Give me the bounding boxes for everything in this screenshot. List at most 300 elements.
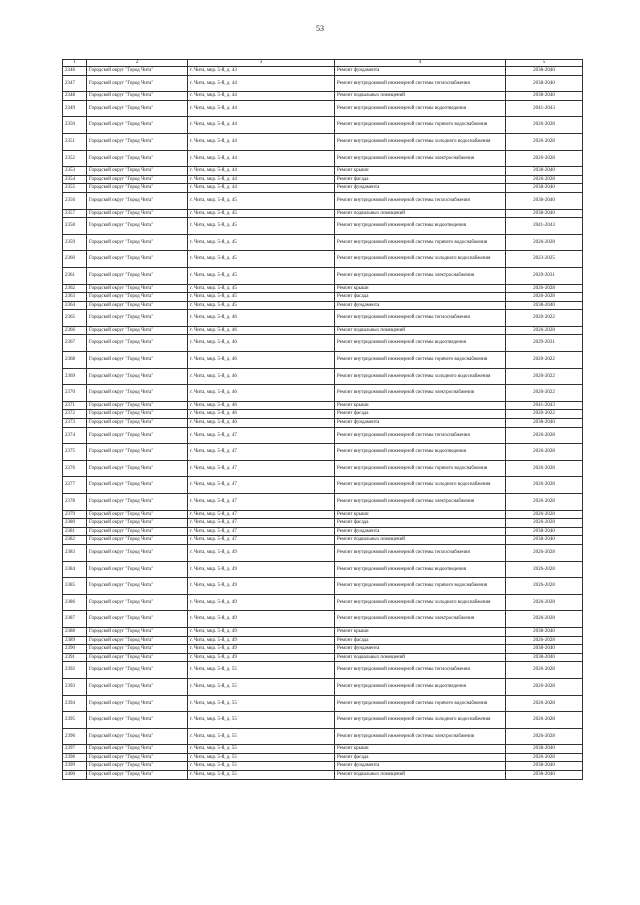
- column-header-3: 3: [188, 60, 335, 67]
- table-row: [63, 368, 583, 385]
- table-row: [63, 284, 583, 293]
- cell-period: 2026-2028: [506, 611, 583, 628]
- page-number: 53: [316, 24, 324, 33]
- cell-number: 2375: [63, 444, 87, 461]
- table-row: [63, 352, 583, 369]
- cell-district: Городской округ "Город Чита": [87, 460, 188, 477]
- cell-district: Городской округ "Город Чита": [87, 251, 188, 268]
- cell-district: Городской округ "Город Чита": [87, 662, 188, 679]
- cell-district: Городской округ "Город Чита": [87, 444, 188, 461]
- cell-period: 2020-2022: [506, 352, 583, 369]
- cell-work-type: Ремонт крыши: [335, 401, 506, 410]
- table-row: [63, 753, 583, 762]
- table-row: [63, 133, 583, 150]
- table-row: [63, 218, 583, 235]
- cell-period: 2038-2040: [506, 192, 583, 209]
- cell-number: 2362: [63, 284, 87, 293]
- cell-district: Городской округ "Город Чита": [87, 477, 188, 494]
- cell-period: 2038-2040: [506, 301, 583, 310]
- cell-number: 2399: [63, 762, 87, 771]
- cell-work-type: Ремонт фундамента: [335, 527, 506, 536]
- cell-work-type: Ремонт внутридомовой инженерной системы теплоснабжения: [335, 544, 506, 561]
- cell-district: Городской округ "Город Чита": [87, 594, 188, 611]
- cell-district: Городской округ "Город Чита": [87, 527, 188, 536]
- cell-district: Городской округ "Город Чита": [87, 75, 188, 92]
- cell-district: Городской округ "Город Чита": [87, 753, 188, 762]
- column-header-2: 2: [87, 60, 188, 67]
- cell-period: 2029-2031: [506, 267, 583, 284]
- cell-number: 2358: [63, 218, 87, 235]
- cell-address: г. Чита, мкр. 5-й, д. 46: [188, 310, 335, 327]
- table-row: [63, 636, 583, 645]
- table-row: [63, 653, 583, 662]
- cell-period: 2038-2040: [506, 75, 583, 92]
- cell-address: г. Чита, мкр. 5-й, д. 47: [188, 494, 335, 511]
- cell-number: 2354: [63, 175, 87, 184]
- cell-number: 2360: [63, 251, 87, 268]
- cell-district: Городской округ "Город Чита": [87, 385, 188, 402]
- cell-number: 2346: [63, 67, 87, 76]
- table-row: [63, 527, 583, 536]
- cell-period: 2026-2028: [506, 662, 583, 679]
- cell-address: г. Чита, мкр. 5-й, д. 47: [188, 510, 335, 519]
- cell-address: г. Чита, мкр. 5-й, д. 44: [188, 92, 335, 101]
- cell-work-type: Ремонт внутридомовой инженерной системы водоотведения: [335, 444, 506, 461]
- table-row: [63, 460, 583, 477]
- cell-address: г. Чита, мкр. 5-й, д. 49: [188, 627, 335, 636]
- cell-work-type: Ремонт внутридомовой инженерной системы холодного водоснабжения: [335, 368, 506, 385]
- cell-district: Городской округ "Город Чита": [87, 678, 188, 695]
- cell-address: г. Чита, мкр. 5-й, д. 44: [188, 117, 335, 134]
- cell-district: Городской округ "Город Чита": [87, 133, 188, 150]
- cell-work-type: Ремонт внутридомовой инженерной системы горячего водоснабжения: [335, 460, 506, 477]
- cell-address: г. Чита, мкр. 5-й, д. 55: [188, 678, 335, 695]
- cell-period: 2038-2040: [506, 771, 583, 780]
- cell-number: 2381: [63, 527, 87, 536]
- cell-number: 2367: [63, 335, 87, 352]
- cell-number: 2377: [63, 477, 87, 494]
- cell-period: 2026-2028: [506, 695, 583, 712]
- cell-number: 2348: [63, 92, 87, 101]
- table-row: [63, 536, 583, 545]
- cell-work-type: Ремонт крыши: [335, 745, 506, 754]
- cell-period: 2038-2040: [506, 653, 583, 662]
- cell-address: г. Чита, мкр. 5-й, д. 43: [188, 67, 335, 76]
- cell-address: г. Чита, мкр. 5-й, д. 45: [188, 251, 335, 268]
- cell-district: Городской округ "Город Чита": [87, 410, 188, 419]
- cell-district: Городской округ "Город Чита": [87, 561, 188, 578]
- table-row: [63, 234, 583, 251]
- cell-period: 2026-2028: [506, 175, 583, 184]
- cell-number: 2353: [63, 167, 87, 176]
- cell-number: 2350: [63, 117, 87, 134]
- cell-address: г. Чита, мкр. 5-й, д. 49: [188, 578, 335, 595]
- table-header-row: [63, 60, 583, 67]
- cell-number: 2368: [63, 352, 87, 369]
- cell-period: 2020-2022: [506, 385, 583, 402]
- table-row: [63, 335, 583, 352]
- cell-work-type: Ремонт подвальных помещений: [335, 92, 506, 101]
- cell-district: Городской округ "Город Чита": [87, 100, 188, 117]
- cell-period: 2038-2040: [506, 627, 583, 636]
- cell-address: г. Чита, мкр. 5-й, д. 55: [188, 771, 335, 780]
- cell-address: г. Чита, мкр. 5-й, д. 47: [188, 460, 335, 477]
- cell-work-type: Ремонт фундамента: [335, 67, 506, 76]
- cell-address: г. Чита, мкр. 5-й, д. 55: [188, 728, 335, 745]
- cell-period: 2038-2040: [506, 209, 583, 218]
- cell-work-type: Ремонт крыши: [335, 167, 506, 176]
- cell-address: г. Чита, мкр. 5-й, д. 55: [188, 753, 335, 762]
- table-row: [63, 578, 583, 595]
- cell-district: Городской округ "Город Чита": [87, 293, 188, 302]
- cell-work-type: Ремонт фасада: [335, 519, 506, 528]
- cell-number: 2396: [63, 728, 87, 745]
- cell-work-type: Ремонт внутридомовой инженерной системы электроснабжения: [335, 728, 506, 745]
- table-row: [63, 67, 583, 76]
- cell-work-type: Ремонт внутридомовой инженерной системы горячего водоснабжения: [335, 234, 506, 251]
- cell-number: 2380: [63, 519, 87, 528]
- cell-period: 2026-2028: [506, 427, 583, 444]
- table-row: [63, 326, 583, 335]
- cell-period: 2026-2028: [506, 477, 583, 494]
- cell-work-type: Ремонт внутридомовой инженерной системы теплоснабжения: [335, 310, 506, 327]
- cell-address: г. Чита, мкр. 5-й, д. 49: [188, 611, 335, 628]
- cell-work-type: Ремонт внутридомовой инженерной системы горячего водоснабжения: [335, 578, 506, 595]
- table-row: [63, 561, 583, 578]
- cell-number: 2376: [63, 460, 87, 477]
- cell-number: 2359: [63, 234, 87, 251]
- table-row: [63, 410, 583, 419]
- cell-number: 2382: [63, 536, 87, 545]
- cell-work-type: Ремонт фасада: [335, 175, 506, 184]
- table-row: [63, 117, 583, 134]
- cell-number: 2372: [63, 410, 87, 419]
- cell-address: г. Чита, мкр. 5-й, д. 49: [188, 653, 335, 662]
- cell-work-type: Ремонт внутридомовой инженерной системы горячего водоснабжения: [335, 117, 506, 134]
- cell-number: 2352: [63, 150, 87, 167]
- cell-work-type: Ремонт внутридомовой инженерной системы водоотведения: [335, 335, 506, 352]
- cell-address: г. Чита, мкр. 5-й, д. 49: [188, 636, 335, 645]
- cell-district: Городской округ "Город Чита": [87, 645, 188, 654]
- column-header-4: 4: [335, 60, 506, 67]
- cell-address: г. Чита, мкр. 5-й, д. 49: [188, 645, 335, 654]
- cell-address: г. Чита, мкр. 5-й, д. 55: [188, 712, 335, 729]
- cell-district: Городской округ "Город Чита": [87, 117, 188, 134]
- cell-work-type: Ремонт внутридомовой инженерной системы холодного водоснабжения: [335, 251, 506, 268]
- cell-address: г. Чита, мкр. 5-й, д. 46: [188, 352, 335, 369]
- cell-address: г. Чита, мкр. 5-й, д. 47: [188, 527, 335, 536]
- cell-work-type: Ремонт фасада: [335, 410, 506, 419]
- cell-number: 2391: [63, 653, 87, 662]
- cell-number: 2364: [63, 301, 87, 310]
- cell-district: Городской округ "Город Чита": [87, 578, 188, 595]
- cell-district: Городской округ "Город Чита": [87, 368, 188, 385]
- cell-work-type: Ремонт подвальных помещений: [335, 771, 506, 780]
- cell-district: Городской округ "Город Чита": [87, 284, 188, 293]
- table-row: [63, 267, 583, 284]
- cell-number: 2393: [63, 678, 87, 695]
- cell-district: Городской округ "Город Чита": [87, 762, 188, 771]
- cell-number: 2347: [63, 75, 87, 92]
- table-row: [63, 192, 583, 209]
- cell-number: 2387: [63, 611, 87, 628]
- cell-work-type: Ремонт внутридомовой инженерной системы горячего водоснабжения: [335, 352, 506, 369]
- cell-period: 2026-2028: [506, 444, 583, 461]
- cell-work-type: Ремонт фундамента: [335, 184, 506, 193]
- cell-district: Городской округ "Город Чита": [87, 167, 188, 176]
- table-row: [63, 92, 583, 101]
- cell-work-type: Ремонт фундамента: [335, 301, 506, 310]
- cell-period: 2026-2028: [506, 544, 583, 561]
- cell-address: г. Чита, мкр. 5-й, д. 49: [188, 594, 335, 611]
- cell-address: г. Чита, мкр. 5-й, д. 55: [188, 745, 335, 754]
- table-row: [63, 251, 583, 268]
- cell-number: 2384: [63, 561, 87, 578]
- cell-district: Городской округ "Город Чита": [87, 427, 188, 444]
- cell-address: г. Чита, мкр. 5-й, д. 47: [188, 444, 335, 461]
- table-row: [63, 167, 583, 176]
- cell-address: г. Чита, мкр. 5-й, д. 45: [188, 267, 335, 284]
- cell-address: г. Чита, мкр. 5-й, д. 45: [188, 192, 335, 209]
- cell-period: 2038-2040: [506, 745, 583, 754]
- cell-address: г. Чита, мкр. 5-й, д. 47: [188, 536, 335, 545]
- cell-work-type: Ремонт внутридомовой инженерной системы электроснабжения: [335, 267, 506, 284]
- cell-district: Городской округ "Город Чита": [87, 218, 188, 235]
- cell-number: 2374: [63, 427, 87, 444]
- table-row: [63, 627, 583, 636]
- cell-district: Городской округ "Город Чита": [87, 326, 188, 335]
- cell-address: г. Чита, мкр. 5-й, д. 45: [188, 234, 335, 251]
- table-row: [63, 662, 583, 679]
- cell-address: г. Чита, мкр. 5-й, д. 45: [188, 209, 335, 218]
- cell-address: г. Чита, мкр. 5-й, д. 44: [188, 167, 335, 176]
- cell-address: г. Чита, мкр. 5-й, д. 44: [188, 133, 335, 150]
- table-row: [63, 544, 583, 561]
- cell-work-type: Ремонт подвальных помещений: [335, 326, 506, 335]
- cell-work-type: Ремонт фасада: [335, 636, 506, 645]
- cell-district: Городской округ "Город Чита": [87, 267, 188, 284]
- cell-work-type: Ремонт подвальных помещений: [335, 653, 506, 662]
- cell-period: 2023-2025: [506, 251, 583, 268]
- table-row: [63, 444, 583, 461]
- cell-period: 2038-2040: [506, 536, 583, 545]
- cell-period: 2041-2043: [506, 100, 583, 117]
- cell-period: 2029-2031: [506, 335, 583, 352]
- cell-address: г. Чита, мкр. 5-й, д. 46: [188, 410, 335, 419]
- cell-work-type: Ремонт внутридомовой инженерной системы электроснабжения: [335, 494, 506, 511]
- cell-address: г. Чита, мкр. 5-й, д. 45: [188, 284, 335, 293]
- table-row: [63, 728, 583, 745]
- cell-address: г. Чита, мкр. 5-й, д. 44: [188, 175, 335, 184]
- cell-number: 2370: [63, 385, 87, 402]
- cell-work-type: Ремонт внутридомовой инженерной системы водоотведения: [335, 218, 506, 235]
- cell-period: 2026-2028: [506, 594, 583, 611]
- cell-number: 2400: [63, 771, 87, 780]
- cell-work-type: Ремонт подвальных помещений: [335, 209, 506, 218]
- cell-district: Городской округ "Город Чита": [87, 653, 188, 662]
- cell-period: 2020-2022: [506, 310, 583, 327]
- cell-district: Городской округ "Город Чита": [87, 209, 188, 218]
- cell-work-type: Ремонт внутридомовой инженерной системы водоотведения: [335, 561, 506, 578]
- cell-number: 2385: [63, 578, 87, 595]
- column-header-1: 1: [63, 60, 87, 67]
- table-row: [63, 745, 583, 754]
- cell-number: 2356: [63, 192, 87, 209]
- cell-period: 2041-2043: [506, 401, 583, 410]
- cell-number: 2373: [63, 419, 87, 428]
- cell-address: г. Чита, мкр. 5-й, д. 47: [188, 519, 335, 528]
- table-row: [63, 184, 583, 193]
- cell-address: г. Чита, мкр. 5-й, д. 44: [188, 75, 335, 92]
- table-row: [63, 209, 583, 218]
- cell-number: 2398: [63, 753, 87, 762]
- cell-number: 2363: [63, 293, 87, 302]
- cell-period: 2038-2040: [506, 67, 583, 76]
- cell-work-type: Ремонт внутридомовой инженерной системы водоотведения: [335, 100, 506, 117]
- table-row: [63, 75, 583, 92]
- cell-period: 2038-2040: [506, 184, 583, 193]
- cell-period: 2026-2028: [506, 326, 583, 335]
- cell-district: Городской округ "Город Чита": [87, 627, 188, 636]
- cell-district: Городской округ "Город Чита": [87, 150, 188, 167]
- repair-schedule-table: [62, 59, 583, 780]
- cell-number: 2365: [63, 310, 87, 327]
- cell-period: 2038-2040: [506, 92, 583, 101]
- cell-district: Городской округ "Город Чита": [87, 536, 188, 545]
- cell-number: 2349: [63, 100, 87, 117]
- cell-number: 2378: [63, 494, 87, 511]
- table-row: [63, 594, 583, 611]
- cell-number: 2390: [63, 645, 87, 654]
- table-row: [63, 494, 583, 511]
- cell-number: 2395: [63, 712, 87, 729]
- table-row: [63, 477, 583, 494]
- cell-district: Городской округ "Город Чита": [87, 352, 188, 369]
- cell-number: 2355: [63, 184, 87, 193]
- cell-number: 2386: [63, 594, 87, 611]
- cell-address: г. Чита, мкр. 5-й, д. 44: [188, 184, 335, 193]
- table-row: [63, 519, 583, 528]
- cell-number: 2371: [63, 401, 87, 410]
- cell-address: г. Чита, мкр. 5-й, д. 47: [188, 427, 335, 444]
- cell-district: Городской округ "Город Чита": [87, 771, 188, 780]
- cell-number: 2361: [63, 267, 87, 284]
- cell-period: 2026-2028: [506, 636, 583, 645]
- cell-work-type: Ремонт внутридомовой инженерной системы холодного водоснабжения: [335, 594, 506, 611]
- table-row: [63, 771, 583, 780]
- cell-address: г. Чита, мкр. 5-й, д. 46: [188, 419, 335, 428]
- cell-period: 2026-2028: [506, 753, 583, 762]
- cell-district: Городской округ "Город Чита": [87, 419, 188, 428]
- cell-number: 2388: [63, 627, 87, 636]
- cell-work-type: Ремонт внутридомовой инженерной системы теплоснабжения: [335, 662, 506, 679]
- cell-work-type: Ремонт фундамента: [335, 645, 506, 654]
- cell-period: 2026-2028: [506, 150, 583, 167]
- cell-period: 2026-2028: [506, 712, 583, 729]
- table-row: [63, 100, 583, 117]
- table-row: [63, 175, 583, 184]
- cell-work-type: Ремонт внутридомовой инженерной системы холодного водоснабжения: [335, 133, 506, 150]
- cell-period: 2038-2040: [506, 419, 583, 428]
- cell-period: 2026-2028: [506, 234, 583, 251]
- cell-district: Городской округ "Город Чита": [87, 92, 188, 101]
- cell-address: г. Чита, мкр. 5-й, д. 46: [188, 335, 335, 352]
- cell-district: Городской округ "Город Чита": [87, 192, 188, 209]
- cell-district: Городской округ "Город Чита": [87, 611, 188, 628]
- cell-address: г. Чита, мкр. 5-й, д. 55: [188, 695, 335, 712]
- cell-work-type: Ремонт фундамента: [335, 762, 506, 771]
- cell-number: 2369: [63, 368, 87, 385]
- cell-address: г. Чита, мкр. 5-й, д. 46: [188, 368, 335, 385]
- cell-number: 2394: [63, 695, 87, 712]
- cell-work-type: Ремонт внутридомовой инженерной системы холодного водоснабжения: [335, 712, 506, 729]
- cell-district: Городской округ "Город Чита": [87, 494, 188, 511]
- cell-work-type: Ремонт крыши: [335, 510, 506, 519]
- cell-district: Городской округ "Город Чита": [87, 695, 188, 712]
- cell-address: г. Чита, мкр. 5-й, д. 45: [188, 218, 335, 235]
- cell-district: Городской округ "Город Чита": [87, 175, 188, 184]
- cell-address: г. Чита, мкр. 5-й, д. 47: [188, 477, 335, 494]
- cell-district: Городской округ "Город Чита": [87, 636, 188, 645]
- cell-period: 2020-2022: [506, 368, 583, 385]
- cell-address: г. Чита, мкр. 5-й, д. 55: [188, 662, 335, 679]
- table-row: [63, 401, 583, 410]
- cell-district: Городской округ "Город Чита": [87, 301, 188, 310]
- cell-district: Городской округ "Город Чита": [87, 67, 188, 76]
- cell-district: Городской округ "Город Чита": [87, 335, 188, 352]
- cell-number: 2357: [63, 209, 87, 218]
- cell-district: Городской округ "Город Чита": [87, 745, 188, 754]
- cell-period: 2026-2028: [506, 678, 583, 695]
- cell-district: Городской округ "Город Чита": [87, 544, 188, 561]
- cell-work-type: Ремонт подвальных помещений: [335, 536, 506, 545]
- cell-period: 2026-2028: [506, 561, 583, 578]
- table-row: [63, 762, 583, 771]
- cell-address: г. Чита, мкр. 5-й, д. 44: [188, 150, 335, 167]
- table-row: [63, 695, 583, 712]
- cell-period: 2041-2043: [506, 218, 583, 235]
- cell-number: 2383: [63, 544, 87, 561]
- cell-period: 2038-2040: [506, 762, 583, 771]
- cell-work-type: Ремонт внутридомовой инженерной системы теплоснабжения: [335, 75, 506, 92]
- cell-address: г. Чита, мкр. 5-й, д. 46: [188, 326, 335, 335]
- cell-number: 2379: [63, 510, 87, 519]
- cell-address: г. Чита, мкр. 5-й, д. 46: [188, 401, 335, 410]
- table-row: [63, 419, 583, 428]
- column-header-5: 5: [506, 60, 583, 67]
- cell-work-type: Ремонт внутридомовой инженерной системы холодного водоснабжения: [335, 477, 506, 494]
- cell-work-type: Ремонт внутридомовой инженерной системы электроснабжения: [335, 150, 506, 167]
- cell-work-type: Ремонт внутридомовой инженерной системы электроснабжения: [335, 611, 506, 628]
- table-row: [63, 427, 583, 444]
- cell-district: Городской округ "Город Чита": [87, 510, 188, 519]
- table-row: [63, 310, 583, 327]
- cell-address: г. Чита, мкр. 5-й, д. 49: [188, 544, 335, 561]
- cell-work-type: Ремонт внутридомовой инженерной системы водоотведения: [335, 678, 506, 695]
- cell-address: г. Чита, мкр. 5-й, д. 55: [188, 762, 335, 771]
- cell-work-type: Ремонт фасада: [335, 753, 506, 762]
- cell-period: 2026-2028: [506, 728, 583, 745]
- table-row: [63, 678, 583, 695]
- cell-work-type: Ремонт крыши: [335, 284, 506, 293]
- cell-work-type: Ремонт крыши: [335, 627, 506, 636]
- cell-number: 2351: [63, 133, 87, 150]
- cell-period: 2026-2028: [506, 117, 583, 134]
- table-row: [63, 150, 583, 167]
- cell-number: 2392: [63, 662, 87, 679]
- cell-period: 2026-2028: [506, 293, 583, 302]
- cell-district: Городской округ "Город Чита": [87, 728, 188, 745]
